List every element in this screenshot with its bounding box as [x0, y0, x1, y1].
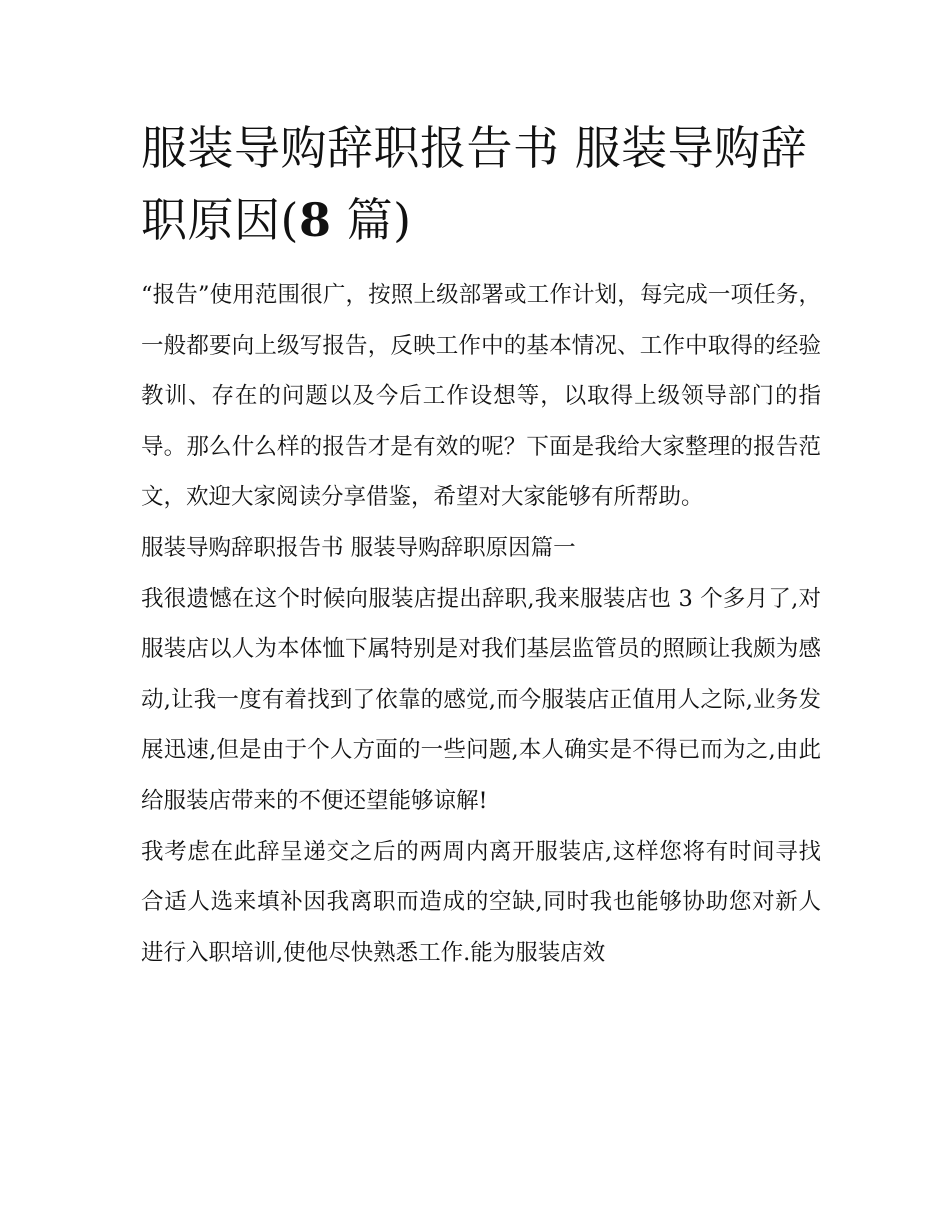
document-page	[141, 112, 821, 978]
body-paragraph: 我很遗憾在这个时候向服装店提出辞职,我来服装店也 3 个多月了,对服装店以人为本体恤下属特别是对我们基层监管员的照顾让我颇为感动,让我一度有着找到了依靠的感觉,而今服装店正值用人之际,业务发展迅速,但是由于个人方面的一些问题,本人确实是不得已而为之,由此给服装店带来的不便还望能够谅解!	[141, 585, 821, 814]
document-title	[141, 112, 821, 256]
intro-paragraph: “报告”使用范围很广，按照上级部署或工作计划，每完成一项任务，一般都要向上级写报告，反映工作中的基本情况、工作中取得的经验教训、存在的问题以及今后工作设想等，以取得上级领导部门的指导。那么什么样的报告才是有效的呢？下面是我给大家整理的报告范文，欢迎大家阅读分享借鉴，希望对大家能够有所帮助。	[141, 282, 821, 511]
section-heading: 服装导购辞职报告书 服装导购辞职原因篇一	[141, 534, 576, 561]
body-paragraph: 我考虑在此辞呈递交之后的两周内离开服装店,这样您将有时间寻找合适人选来填补因我离职而造成的空缺,同时我也能够协助您对新人进行入职培训,使他尽快熟悉工作.能为服装店效	[141, 838, 821, 966]
document-body	[141, 270, 821, 978]
title-suffix: 篇)	[331, 193, 412, 247]
title-prefix: 服装导购辞职报告书 服装导购辞职原因(	[141, 121, 808, 247]
title-number: 8	[298, 193, 332, 247]
